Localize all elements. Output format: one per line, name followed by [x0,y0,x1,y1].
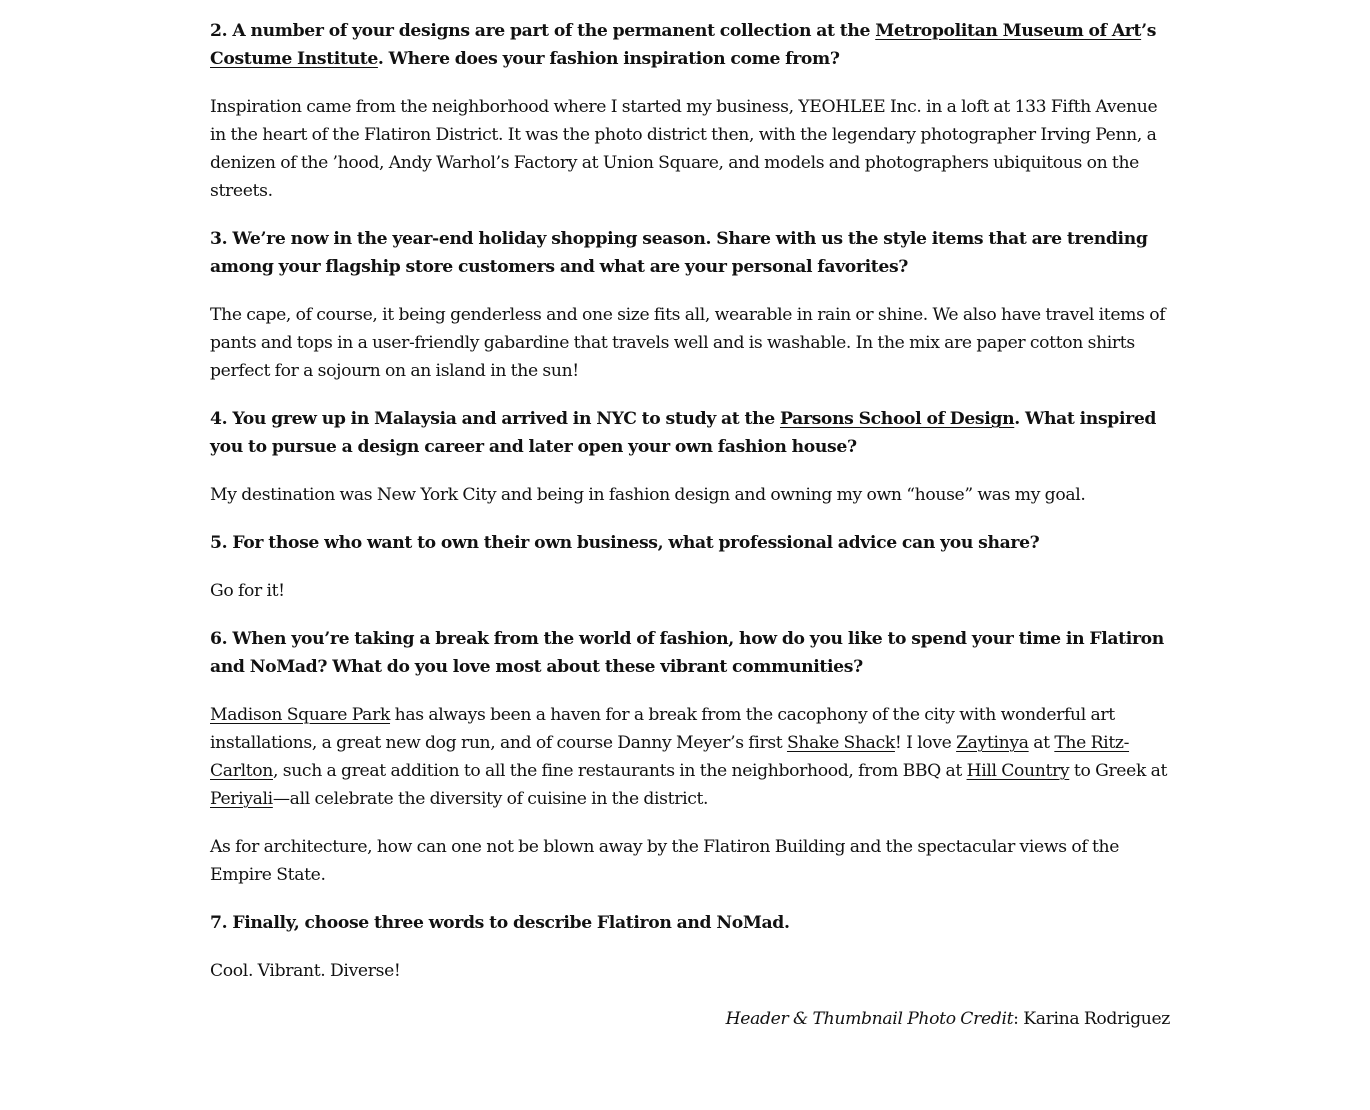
photo-credit [210,1005,1170,1033]
question-2-text-mid: ’s [1141,21,1157,41]
question-2-text-start: 2. A number of your designs are part of the permanent collection at the [210,21,876,41]
question-3: 3. We’re now in the year-end holiday shopping season. Share with us the style items that are trending among your flagship store customers and what are your personal favorites? [210,229,1148,277]
hill-country-link[interactable]: Hill Country [966,761,1070,781]
answer-2: Inspiration came from the neighborhood where I started my business, YEOHLEE Inc. in a loft at 133 Fifth Avenue in the heart of the Flatiron District. It was the photo district then, with the legendary photographer Irving Penn, a denizen of the ’hood, Andy Warhol’s Factory at Union Square, and models and photographers ubiquitous on the streets. [210,97,1158,201]
answer-6-text-4: , such a great addition to all the fine restaurants in the neighborhood, from BBQ at [273,761,967,781]
question-4-text-start: 4. You grew up in Malaysia and arrived in NYC to study at the [210,409,780,429]
article-body [210,17,1170,1053]
answer-6-text-5: to Greek at [1069,761,1168,781]
madison-square-park-link[interactable]: Madison Square Park [210,705,391,725]
question-5: 5. For those who want to own their own business, what professional advice can you share? [210,533,1040,553]
answer-6-text-3: at [1028,733,1055,753]
question-2-text-end: . Where does your fashion inspiration come from? [377,49,840,69]
answer-6 [210,701,1170,813]
shake-shack-link[interactable]: Shake Shack [786,733,895,753]
parsons-school-link[interactable]: Parsons School of Design [779,409,1015,429]
metropolitan-museum-link[interactable]: Metropolitan Museum of Art [875,21,1142,41]
question-7: 7. Finally, choose three words to describe Flatiron and NoMad. [210,913,790,933]
question-6: 6. When you’re taking a break from the world of fashion, how do you like to spend your time in Flatiron and NoMad? What do you love most about these vibrant communities? [210,629,1164,677]
answer-7: Cool. Vibrant. Diverse! [210,961,401,981]
costume-institute-link[interactable]: Costume Institute [210,49,378,69]
ritz-carlton-link[interactable]: The Ritz-Carlton [210,733,1130,781]
photo-credit-value: : Karina Rodriguez [1013,1009,1170,1029]
answer-3: The cape, of course, it being genderless and one size fits all, wearable in rain or shine. We also have travel items of pants and tops in a user-friendly gabardine that travels well and is washable. In the mix are paper cotton shirts perfect for a sojourn on an island in the sun! [210,305,1166,381]
answer-6-text-1: has always been a haven for a break from the cacophony of the city with wonderful art installations, a great new dog run, and of course Danny Meyer’s first [210,705,1115,753]
periyali-link[interactable]: Periyali [210,789,273,809]
answer-6-architecture: As for architecture, how can one not be blown away by the Flatiron Building and the spectacular views of the Empire State. [210,837,1120,885]
answer-5: Go for it! [210,581,285,601]
answer-4: My destination was New York City and being in fashion design and owning my own “house” was my goal. [210,485,1086,505]
answer-6-text-2: ! I love [894,733,957,753]
question-4 [210,405,1170,461]
question-2 [210,17,1170,73]
answer-6-text-6: —all celebrate the diversity of cuisine in the district. [272,789,709,809]
photo-credit-label: Header & Thumbnail Photo Credit [725,1009,1014,1029]
question-4-text-end: . What inspired you to pursue a design career and later open your own fashion house? [210,409,1157,457]
zaytinya-link[interactable]: Zaytinya [956,733,1029,753]
